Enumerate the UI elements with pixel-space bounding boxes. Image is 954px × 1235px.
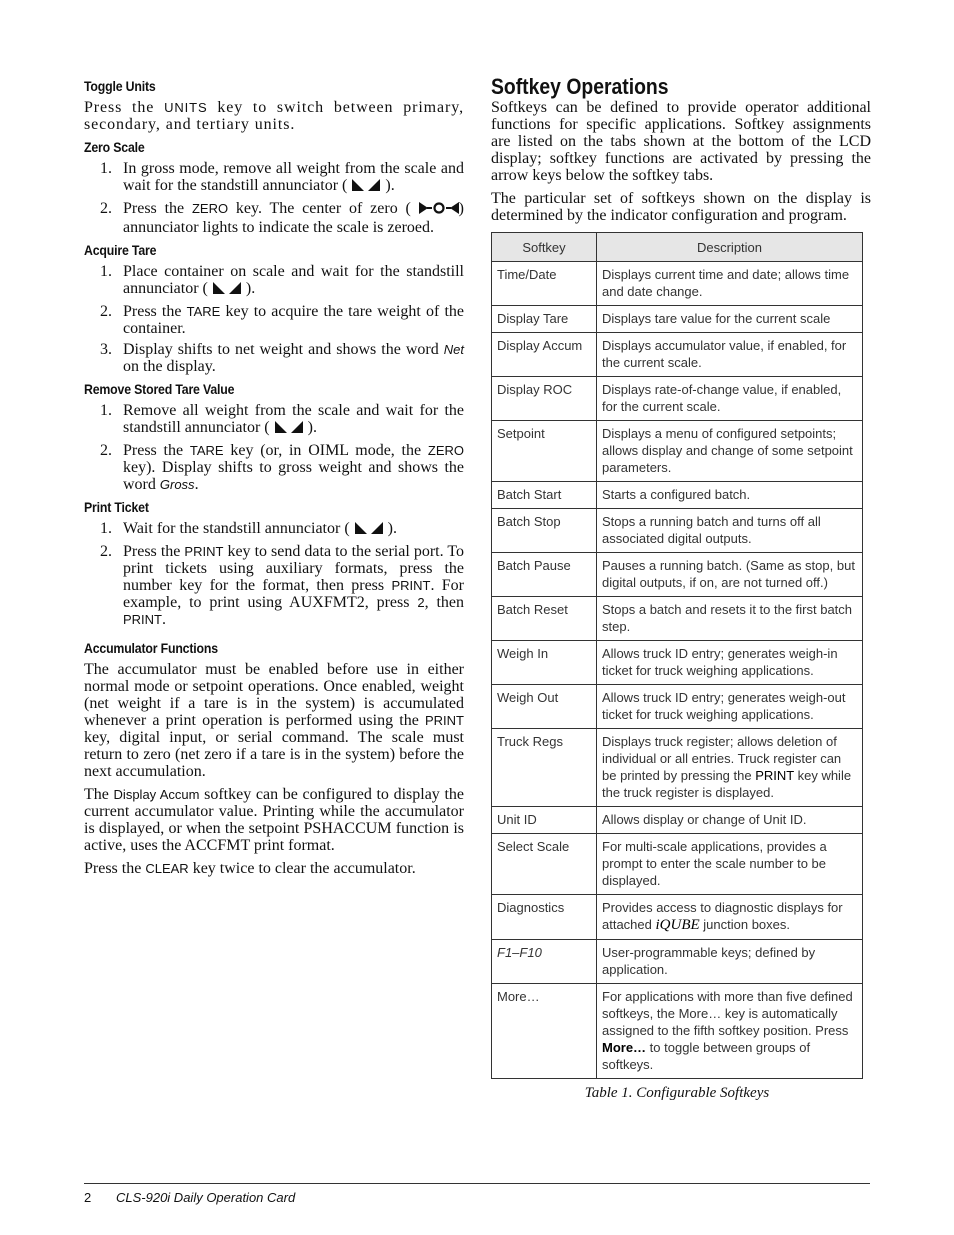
description-cell: Displays current time and date; allows time and date change. [597, 262, 863, 306]
list-item: 2. Press the TARE key to acquire the tare weight of the container. [100, 303, 464, 337]
table-row [492, 333, 863, 377]
table-row [492, 729, 863, 807]
column-header-softkey: Softkey [492, 233, 597, 262]
softkey-cell: Unit ID [492, 807, 597, 834]
list-item: 1. Wait for the standstill annunciator ( ). [100, 520, 397, 537]
accumulator-paragraph-1: The accumulator must be enabled before use in either normal mode or setpoint operations. Once enabled, weight (net weight if a tare is in the system) is accumulated whenever a print operation is performed using the PRINT key, digital input, or serial command. The scale must return to zero (net zero if a tare is in the system) before the next accumulation. [84, 661, 464, 780]
tare-key: TARE [186, 304, 221, 319]
page-footer [84, 1183, 870, 1205]
accumulator-paragraph-3: Press the CLEAR key twice to clear the accumulator. [84, 860, 416, 877]
softkey-cell: Truck Regs [492, 729, 597, 807]
units-key: UNITS [164, 100, 208, 115]
right-column [491, 74, 871, 1102]
left-column [84, 78, 464, 883]
description-cell: Starts a configured batch. [597, 482, 863, 509]
softkey-cell: Time/Date [492, 262, 597, 306]
table-row [492, 940, 863, 984]
print-ticket-heading: Print Ticket [84, 499, 149, 515]
description-cell: Displays accumulator value, if enabled, for the current scale. [597, 333, 863, 377]
standstill-annunciator-icon [354, 522, 384, 539]
table-row [492, 597, 863, 641]
softkey-cell: Batch Pause [492, 553, 597, 597]
print-ticket-steps [84, 520, 464, 628]
more-key: More… [602, 1040, 647, 1055]
gross-word: Gross [159, 477, 195, 492]
description-cell: Displays a menu of configured setpoints; allows display and change of some setpoint parameters. [597, 421, 863, 482]
print-key: PRINT [391, 578, 431, 593]
number-2-key: 2 [417, 595, 425, 610]
softkeys-table [491, 232, 863, 1079]
description-cell: Pauses a running batch. (Same as stop, but digital outputs, if on, are not turned off.) [597, 553, 863, 597]
clear-key: CLEAR [145, 861, 189, 876]
description-cell: User-programmable keys; defined by application. [597, 940, 863, 984]
description-cell: For applications with more than five defined softkeys, the More… key is automatically assigned to the fifth softkey position. Press More… to toggle between groups of softkeys. [597, 984, 863, 1079]
zero-key: ZERO [427, 443, 464, 458]
softkey-cell: Select Scale [492, 834, 597, 895]
accumulator-heading: Accumulator Functions [84, 640, 218, 656]
softkey-cell: Batch Stop [492, 509, 597, 553]
standstill-annunciator-icon [351, 179, 381, 196]
softkey-cell: Diagnostics [492, 895, 597, 940]
softkey-cell: Batch Reset [492, 597, 597, 641]
acquire-tare-heading: Acquire Tare [84, 242, 157, 258]
softkey-cell: Display Tare [492, 306, 597, 333]
table-row [492, 509, 863, 553]
standstill-annunciator-icon [274, 421, 304, 438]
table-row [492, 807, 863, 834]
description-cell: Displays rate-of-change value, if enabled, for the current scale. [597, 377, 863, 421]
accumulator-paragraph-2: The Display Accum softkey can be configured to display the current accumulator value. Printing while the accumulator is displayed, or when the setpoint PSHACCUM function is active, uses the ACCFMT print format. [84, 786, 465, 854]
table-row [492, 377, 863, 421]
softkey-cell: Display Accum [492, 333, 597, 377]
zero-scale-heading: Zero Scale [84, 139, 145, 155]
table-row [492, 553, 863, 597]
column-header-description: Description [597, 233, 863, 262]
tare-key: TARE [189, 443, 224, 458]
net-word: Net [443, 342, 464, 357]
softkey-intro-paragraph: Softkeys can be defined to provide operator additional functions for specific applications. Softkey assignments are listed on the tabs shown at the bottom of the LCD display; softkey functions are activated by pressing the arrow keys below the softkey tabs. [491, 99, 871, 184]
softkey-cell: F1–F10 [492, 940, 597, 984]
acquire-tare-steps [84, 263, 464, 375]
print-key: PRINT [184, 544, 224, 559]
print-key: PRINT [425, 713, 464, 728]
table-row [492, 421, 863, 482]
description-cell: For multi-scale applications, provides a prompt to enter the scale number to be displayed. [597, 834, 863, 895]
softkey-cell: Setpoint [492, 421, 597, 482]
remove-tare-heading: Remove Stored Tare Value [84, 381, 235, 397]
softkey-cell: More… [492, 984, 597, 1079]
print-key: PRINT [123, 612, 162, 627]
zero-scale-steps [84, 160, 464, 236]
table-header-row [492, 233, 863, 262]
description-cell: Displays tare value for the current scale [597, 306, 863, 333]
remove-tare-steps [84, 402, 464, 493]
table-row [492, 895, 863, 940]
description-cell: Provides access to diagnostic displays for attached iQUBE junction boxes. [597, 895, 863, 940]
toggle-units-text: Press the UNITS key to switch between primary, secondary, and tertiary units. [84, 99, 465, 133]
table-row [492, 262, 863, 306]
list-item: 3. Display shifts to net weight and shows the word Net on the display. [100, 341, 464, 375]
description-cell: Stops a batch and resets it to the first batch step. [597, 597, 863, 641]
table-row [492, 685, 863, 729]
list-item: 1. Place container on scale and wait for the standstill annunciator ( ). [100, 263, 464, 297]
list-item: 2. Press the PRINT key to send data to the serial port. To print tickets using auxiliary formats, press the number key for the format, then press PRINT. For example, to print using AUXFMT2, press 2, then PRINT. [100, 543, 465, 628]
softkey-cell: Weigh In [492, 641, 597, 685]
table-row [492, 641, 863, 685]
list-item: 2. Press the ZERO key. The center of zero ( ) annunciator lights to indicate the scale is zeroed. [100, 200, 464, 236]
list-item: 1. In gross mode, remove all weight from the scale and wait for the standstill annunciator ( ). [100, 160, 464, 194]
iqube-brand: iQUBE [655, 917, 700, 933]
description-cell: Allows truck ID entry; generates weigh-in ticket for truck weighing applications. [597, 641, 863, 685]
center-of-zero-icon [419, 202, 459, 219]
page-number: 2 [84, 1190, 92, 1205]
standstill-annunciator-icon [212, 282, 242, 299]
display-accum-softkey: Display Accum [113, 787, 200, 802]
list-item: 1. Remove all weight from the scale and wait for the standstill annunciator ( ). [100, 402, 464, 436]
document-title: CLS-920i Daily Operation Card [116, 1190, 296, 1205]
toggle-units-heading: Toggle Units [84, 78, 156, 94]
table-row [492, 834, 863, 895]
softkey-operations-heading: Softkey Operations [491, 74, 669, 99]
description-cell: Stops a running batch and turns off all associated digital outputs. [597, 509, 863, 553]
list-item: 2. Press the TARE key (or, in OIML mode, the ZERO key). Display shifts to gross weight and shows the word Gross. [100, 442, 464, 493]
softkey-config-paragraph: The particular set of softkeys shown on the display is determined by the indicator configuration and program. [491, 190, 871, 224]
print-key: PRINT [755, 768, 794, 783]
softkey-cell: Batch Start [492, 482, 597, 509]
table-row [492, 306, 863, 333]
description-cell: Allows display or change of Unit ID. [597, 807, 863, 834]
table-caption: Table 1. Configurable Softkeys [584, 1085, 770, 1101]
description-cell: Allows truck ID entry; generates weigh-out ticket for truck weighing applications. [597, 685, 863, 729]
zero-key: ZERO [191, 201, 229, 216]
table-row [492, 984, 863, 1079]
softkey-cell: Display ROC [492, 377, 597, 421]
softkey-cell: Weigh Out [492, 685, 597, 729]
table-row [492, 482, 863, 509]
description-cell: Displays truck register; allows deletion of individual or all entries. Truck register can be printed by pressing the PRINT key while the truck register is displayed. [597, 729, 863, 807]
